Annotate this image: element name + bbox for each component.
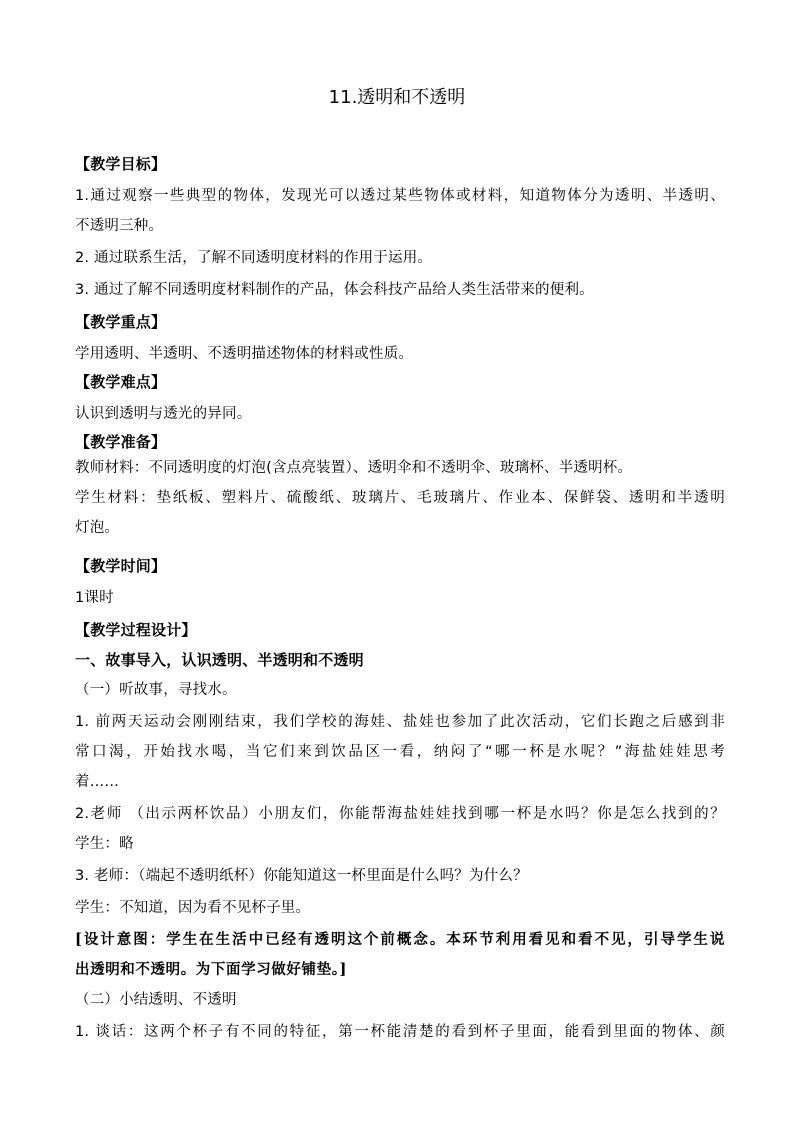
student-answer-2: 学生：不知道，因为看不见杯子里。 [75, 900, 311, 916]
teacher-materials: 教师材料：不同透明度的灯泡(含点亮装置）、透明伞和不透明伞、玻璃杯、半透明杯。 [75, 460, 633, 476]
lesson-title: 11.透明和不透明 [328, 87, 466, 108]
subsection-two-heading: （二）小结透明、不透明 [75, 992, 237, 1008]
objective-1-line-2: 不透明三种。 [75, 218, 164, 234]
story-paragraph-line-3: 着…… [75, 774, 120, 790]
section-heading-difficulties: 【教学难点】 [75, 373, 167, 391]
difficulties-text: 认识到透明与透光的异同。 [75, 406, 252, 422]
student-answer-1: 学生：略 [75, 836, 134, 852]
teacher-question-2: 3. 老师：（端起不透明纸杯）你能知道这一杯里面是什么吗？为什么？ [75, 868, 528, 884]
student-materials-line-1: 学生材料：垫纸板、塑料片、硫酸纸、玻璃片、毛玻璃片、作业本、保鲜袋、透明和半透明 [75, 490, 725, 506]
teacher-question-1: 2.老师 （出示两杯饮品）小朋友们，你能帮海盐娃娃找到哪一杯是水吗？你是怎么找到的？ [75, 806, 725, 822]
subsection-one-heading: （一）听故事，寻找水。 [75, 682, 237, 698]
section-heading-preparation: 【教学准备】 [75, 433, 167, 451]
section-heading-objectives: 【教学目标】 [75, 155, 167, 173]
objective-2: 2. 通过联系生活，了解不同透明度材料的作用于运用。 [75, 250, 433, 266]
key-points-text: 学用透明、半透明、不透明描述物体的材料或性质。 [75, 346, 414, 362]
story-paragraph-line-1: 1. 前两天运动会刚刚结束，我们学校的海娃、盐娃也参加了此次活动，它们长跑之后感到非 [75, 714, 725, 730]
story-paragraph-line-2: 常口渴，开始找水喝，当它们来到饮品区一看，纳闷了“哪一杯是水呢？”海盐娃娃思考 [75, 744, 725, 760]
section-heading-process: 【教学过程设计】 [75, 621, 197, 639]
time-text: 1课时 [75, 590, 114, 606]
objective-1-line-1: 1.通过观察一些典型的物体，发现光可以透过某些物体或材料，知道物体分为透明、半透明、 [75, 188, 725, 204]
design-intent-line-2: 出透明和不透明。为下面学习做好铺垫。] [75, 961, 348, 978]
design-intent-line-1: [设计意图：学生在生活中已经有透明这个前概念。本环节利用看见和看不见，引导学生说 [75, 931, 725, 948]
objective-3: 3. 通过了解不同透明度材料制作的产品，体会科技产品给人类生活带来的便利。 [75, 282, 594, 298]
part-one-heading: 一、故事导入，认识透明、半透明和不透明 [75, 651, 364, 669]
discussion-line-1: 1. 谈话：这两个杯子有不同的特征，第一杯能清楚的看到杯子里面，能看到里面的物体、颜 [75, 1024, 725, 1040]
student-materials-line-2: 灯泡。 [75, 520, 120, 536]
section-heading-key-points: 【教学重点】 [75, 313, 167, 331]
section-heading-time: 【教学时间】 [75, 557, 167, 575]
